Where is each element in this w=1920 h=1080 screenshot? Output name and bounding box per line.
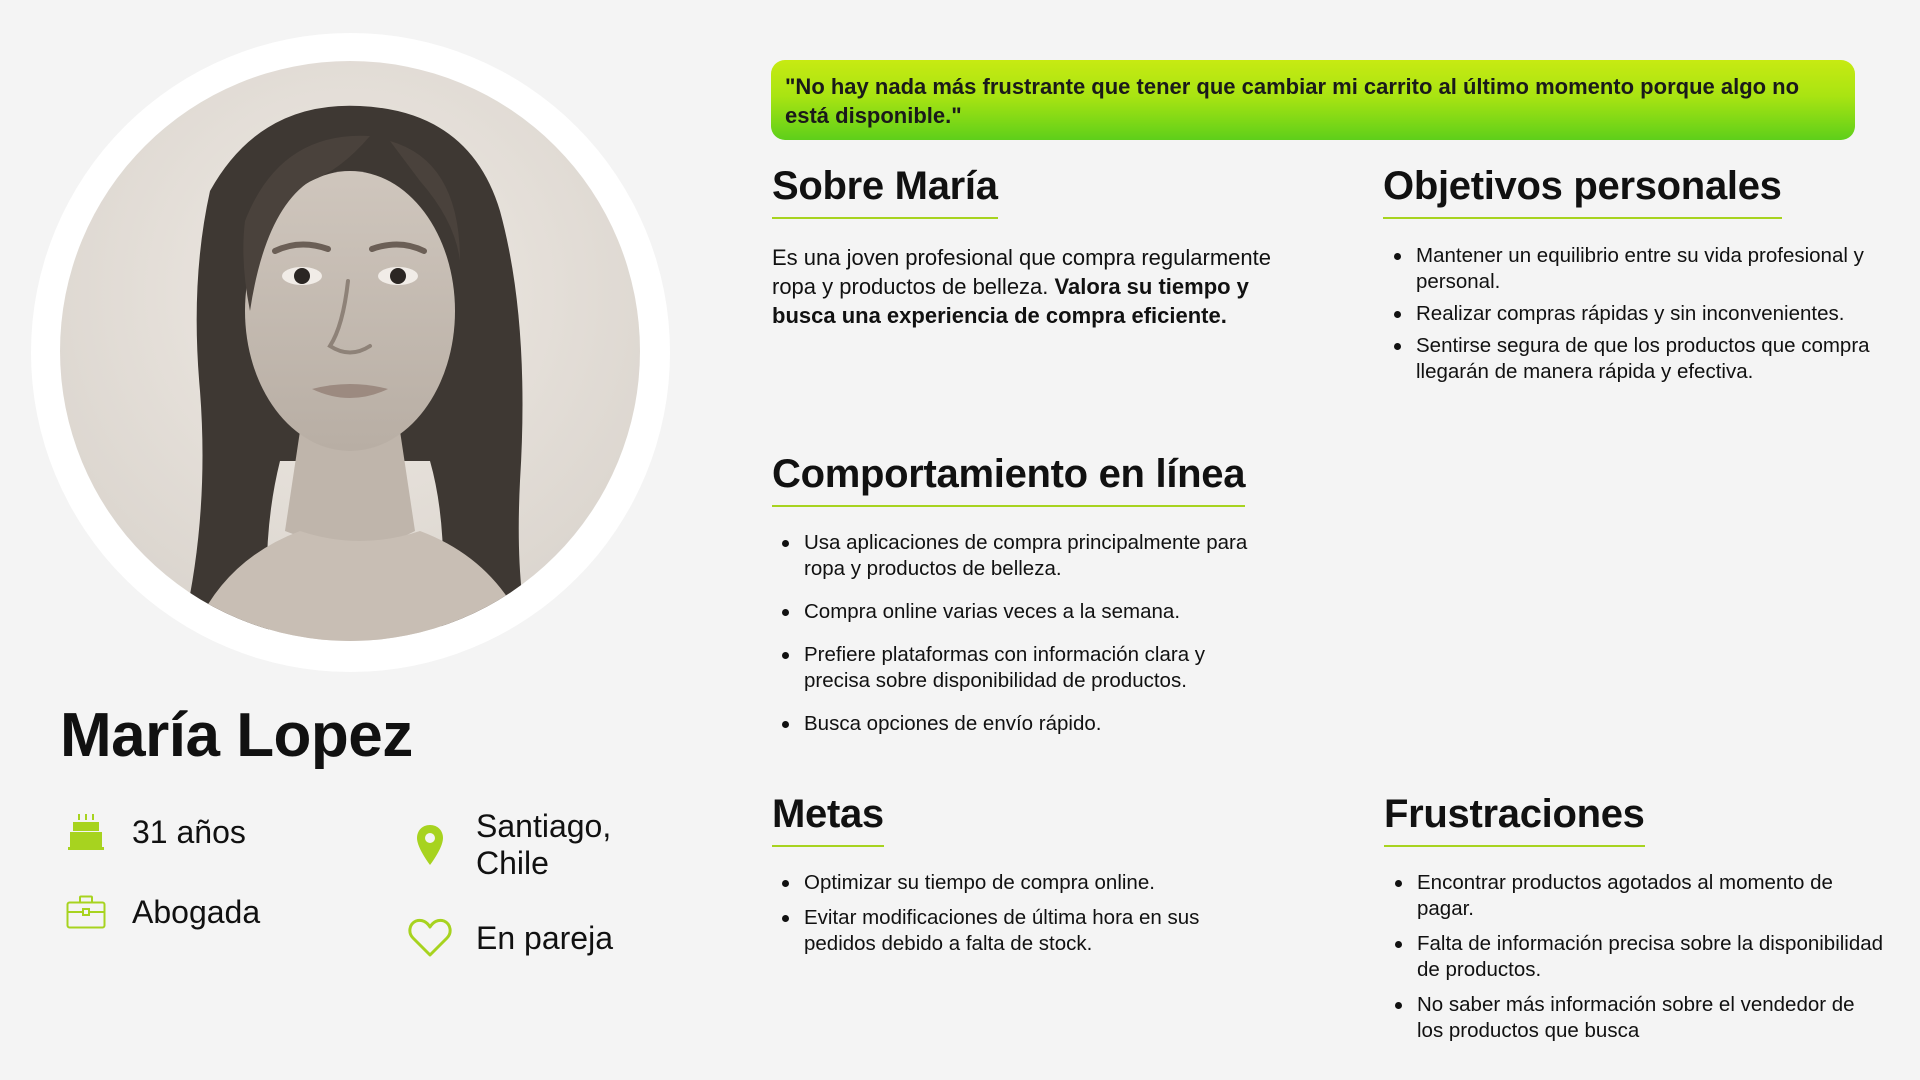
about-text bbox=[772, 243, 1272, 330]
list-item: Busca opciones de envío rápido. bbox=[772, 711, 1262, 737]
section-title-sobre: Sobre María bbox=[772, 164, 998, 219]
section-title-objetivos: Objetivos personales bbox=[1383, 164, 1782, 219]
map-pin-icon bbox=[408, 823, 452, 867]
about-description: Es una joven profesional que compra regularmente ropa y productos de belleza. bbox=[772, 245, 1271, 299]
age-fact bbox=[64, 810, 246, 854]
location-fact bbox=[408, 808, 636, 882]
frustraciones-list bbox=[1385, 870, 1885, 1053]
list-item: Prefiere plataformas con información clara y precisa sobre disponibilidad de productos. bbox=[772, 642, 1262, 694]
list-item: Compra online varias veces a la semana. bbox=[772, 599, 1262, 625]
objetivos-list bbox=[1384, 243, 1884, 391]
metas-list bbox=[772, 870, 1262, 966]
occupation-fact bbox=[64, 890, 260, 934]
list-item: No saber más información sobre el vendedor de los productos que busca bbox=[1385, 992, 1885, 1044]
section-title-comportamiento: Comportamiento en línea bbox=[772, 452, 1245, 507]
list-item: Usa aplicaciones de compra principalmente para ropa y productos de belleza. bbox=[772, 530, 1262, 582]
persona-name: María Lopez bbox=[60, 701, 413, 770]
section-title-frustraciones: Frustraciones bbox=[1384, 792, 1645, 847]
persona-photo bbox=[60, 61, 640, 641]
comportamiento-list bbox=[772, 530, 1262, 754]
location-text: Santiago, Chile bbox=[476, 808, 612, 881]
list-item: Falta de información precisa sobre la disponibilidad de productos. bbox=[1385, 931, 1885, 983]
list-item: Evitar modificaciones de última hora en sus pedidos debido a falta de stock. bbox=[772, 905, 1262, 957]
list-item: Encontrar productos agotados al momento de pagar. bbox=[1385, 870, 1885, 922]
relationship-text: En pareja bbox=[476, 919, 613, 956]
relationship-fact bbox=[408, 916, 613, 960]
age-text: 31 años bbox=[132, 813, 246, 850]
cake-icon bbox=[64, 810, 108, 854]
list-item: Mantener un equilibrio entre su vida profesional y personal. bbox=[1384, 243, 1884, 295]
list-item: Sentirse segura de que los productos que compra llegarán de manera rápida y efectiva. bbox=[1384, 333, 1884, 385]
heart-icon bbox=[408, 916, 452, 960]
list-item: Realizar compras rápidas y sin inconvenientes. bbox=[1384, 301, 1884, 327]
list-item: Optimizar su tiempo de compra online. bbox=[772, 870, 1262, 896]
persona-quote: "No hay nada más frustrante que tener que cambiar mi carrito al último momento porque algo no está disponible." bbox=[771, 60, 1855, 140]
occupation-text: Abogada bbox=[132, 893, 261, 930]
briefcase-icon bbox=[64, 890, 108, 934]
about-highlight: Valora su tiempo y busca una experiencia de compra eficiente. bbox=[772, 274, 1249, 328]
section-title-metas: Metas bbox=[772, 792, 884, 847]
